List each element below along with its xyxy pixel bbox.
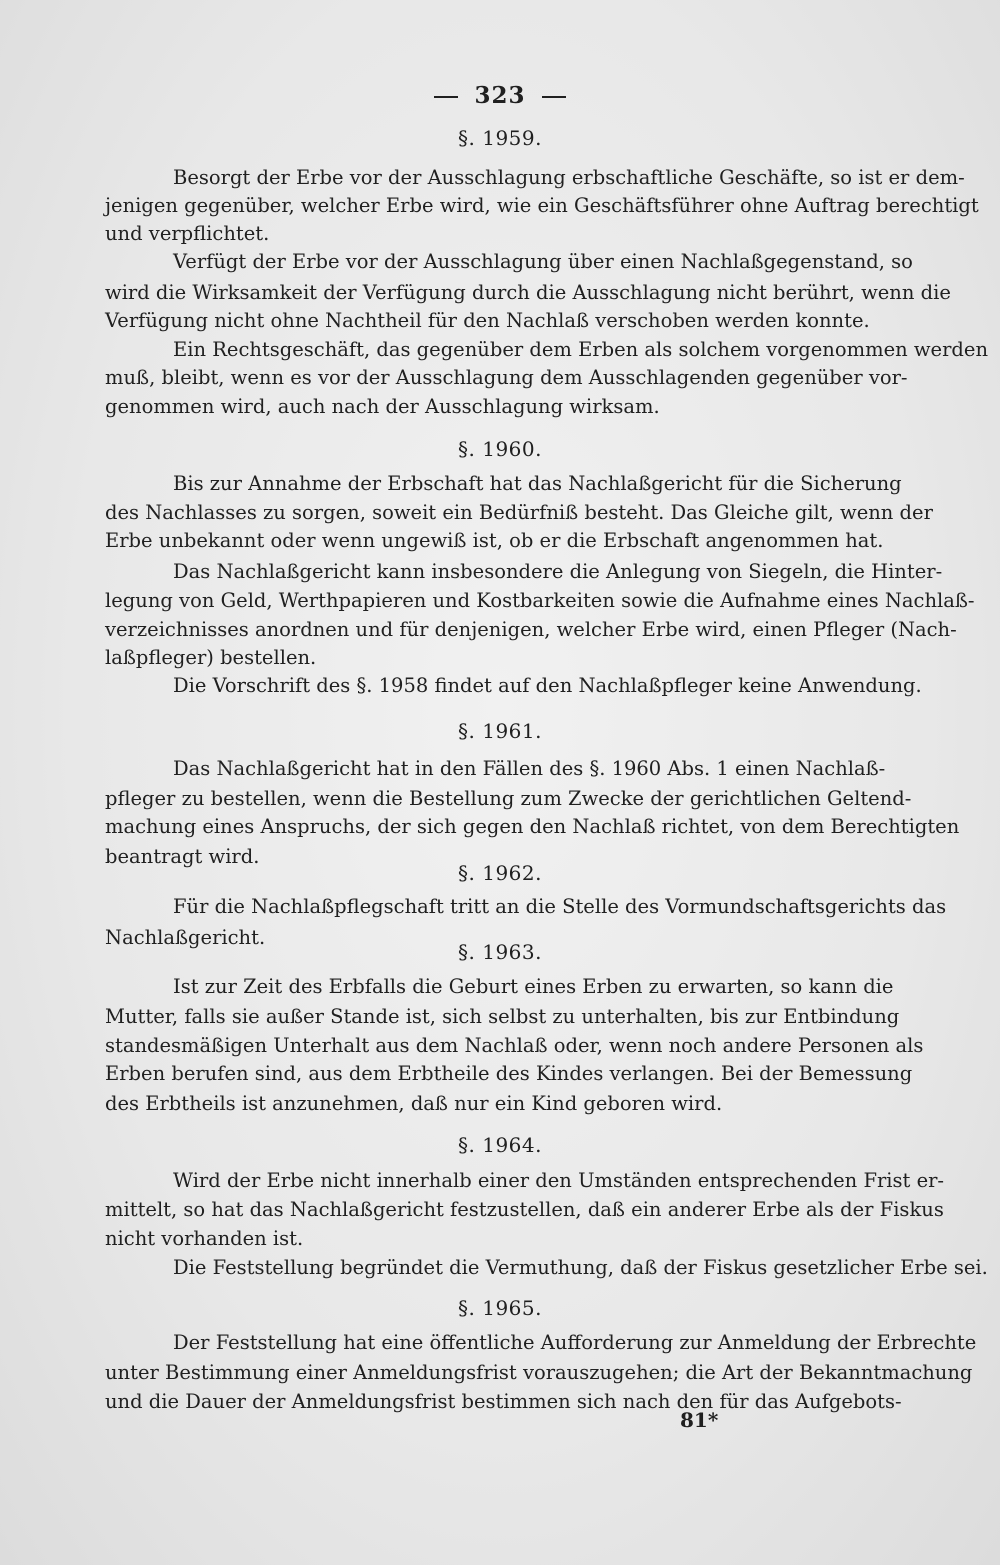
page-number: 323 — [474, 82, 526, 109]
section-heading-1963: §. 1963. — [458, 940, 542, 964]
paragraph-line: machung eines Anspruchs, der sich gegen den Nachlaß richtet, von dem Berechtigten — [105, 815, 960, 838]
paragraph-line: Für die Nachlaßpflegschaft tritt an die Stelle des Vormundschaftsgerichts das — [173, 895, 947, 918]
paragraph-line: und verpflichtet. — [105, 222, 270, 245]
paragraph-line: standesmäßigen Unterhalt aus dem Nachlaß oder, wenn noch andere Personen als — [105, 1034, 924, 1057]
section-heading-1965: §. 1965. — [458, 1296, 542, 1320]
section-heading-1961: §. 1961. — [458, 719, 542, 743]
paragraph-line: nicht vorhanden ist. — [105, 1227, 304, 1250]
paragraph-line: Erben berufen sind, aus dem Erbtheile des Kindes verlangen. Bei der Bemessung — [105, 1062, 913, 1085]
paragraph-line: Das Nachlaßgericht kann insbesondere die Anlegung von Siegeln, die Hinter- — [173, 560, 943, 583]
paragraph-line: unter Bestimmung einer Anmeldungsfrist vorauszugehen; die Art der Bekanntmachung — [105, 1361, 973, 1384]
paragraph-line: des Erbtheils ist anzunehmen, daß nur ein Kind geboren wird. — [105, 1092, 723, 1115]
paragraph-line: Erbe unbekannt oder wenn ungewiß ist, ob er die Erbschaft angenommen hat. — [105, 529, 884, 552]
paragraph-line: Die Vorschrift des §. 1958 findet auf den Nachlaßpfleger keine Anwendung. — [173, 674, 922, 697]
section-heading-1959: §. 1959. — [458, 126, 542, 150]
signature-mark: 81* — [680, 1408, 719, 1432]
paragraph-line: Bis zur Annahme der Erbschaft hat das Nachlaßgericht für die Sicherung — [173, 472, 902, 495]
paragraph-line: muß, bleibt, wenn es vor der Ausschlagung dem Ausschlagenden gegenüber vor- — [105, 366, 908, 389]
header-dash-left — [434, 96, 458, 98]
paragraph-line: Nachlaßgericht. — [105, 926, 266, 949]
paragraph-line: jenigen gegenüber, welcher Erbe wird, wie ein Geschäftsführer ohne Auftrag berechtigt — [105, 194, 979, 217]
header-dash-right — [542, 96, 566, 98]
section-heading-1960: §. 1960. — [458, 437, 542, 461]
paragraph-line: verzeichnisses anordnen und für denjenigen, welcher Erbe wird, einen Pfleger (Nach- — [105, 618, 957, 641]
section-heading-1962: §. 1962. — [458, 861, 542, 885]
paragraph-line: Der Feststellung hat eine öffentliche Aufforderung zur Anmeldung der Erbrechte — [173, 1331, 977, 1354]
paragraph-line: Verfügung nicht ohne Nachtheil für den Nachlaß verschoben werden konnte. — [105, 309, 870, 332]
page-header — [0, 82, 1000, 109]
paragraph-line: Ist zur Zeit des Erbfalls die Geburt eines Erben zu erwarten, so kann die — [173, 975, 894, 998]
paragraph-line: Wird der Erbe nicht innerhalb einer den Umständen entsprechenden Frist er- — [173, 1169, 945, 1192]
paragraph-line: Ein Rechtsgeschäft, das gegenüber dem Erben als solchem vorgenommen werden — [173, 338, 989, 361]
paragraph-line: beantragt wird. — [105, 845, 260, 868]
paragraph-line: und die Dauer der Anmeldungsfrist bestimmen sich nach den für das Aufgebots- — [105, 1390, 902, 1413]
paragraph-line: des Nachlasses zu sorgen, soweit ein Bedürfniß besteht. Das Gleiche gilt, wenn der — [105, 501, 933, 524]
paragraph-line: wird die Wirksamkeit der Verfügung durch die Ausschlagung nicht berührt, wenn die — [105, 281, 951, 304]
paragraph-line: genommen wird, auch nach der Ausschlagung wirksam. — [105, 395, 660, 418]
paragraph-line: legung von Geld, Werthpapieren und Kostbarkeiten sowie die Aufnahme eines Nachlaß- — [105, 589, 975, 612]
section-heading-1964: §. 1964. — [458, 1133, 542, 1157]
paragraph-line: Die Feststellung begründet die Vermuthung, daß der Fiskus gesetzlicher Erbe sei. — [173, 1256, 988, 1279]
paragraph-line: Besorgt der Erbe vor der Ausschlagung erbschaftliche Geschäfte, so ist er dem- — [173, 166, 965, 189]
paragraph-line: Mutter, falls sie außer Stande ist, sich selbst zu unterhalten, bis zur Entbindung — [105, 1005, 900, 1028]
paragraph-line: pfleger zu bestellen, wenn die Bestellung zum Zwecke der gerichtlichen Geltend- — [105, 787, 912, 810]
paragraph-line: mittelt, so hat das Nachlaßgericht festzustellen, daß ein anderer Erbe als der Fiskus — [105, 1198, 944, 1221]
paragraph-line: laßpfleger) bestellen. — [105, 646, 317, 669]
paragraph-line: Das Nachlaßgericht hat in den Fällen des §. 1960 Abs. 1 einen Nachlaß- — [173, 757, 886, 780]
paragraph-line: Verfügt der Erbe vor der Ausschlagung über einen Nachlaßgegenstand, so — [173, 250, 913, 273]
